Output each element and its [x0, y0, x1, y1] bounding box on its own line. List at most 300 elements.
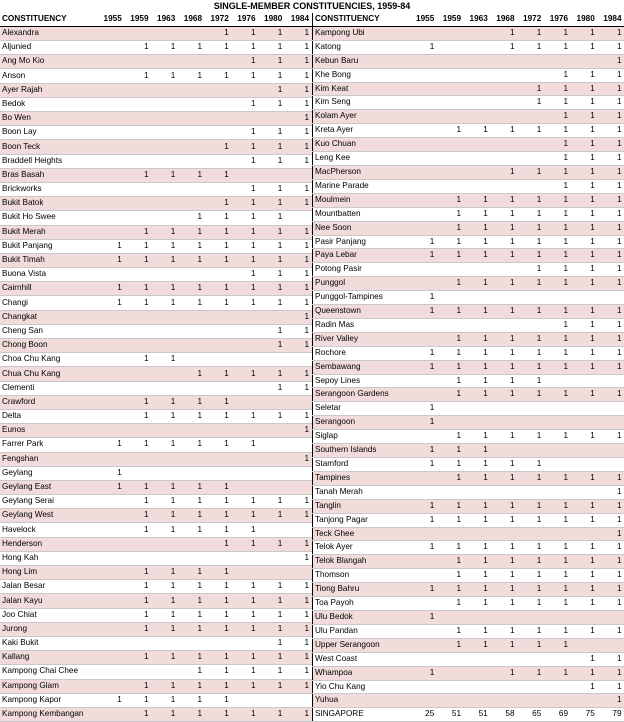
year-value-cell	[437, 527, 464, 541]
constituency-name: Boon Teck	[0, 140, 98, 154]
year-value-cell: 1	[285, 339, 312, 353]
year-value-cell: 1	[152, 594, 179, 608]
year-value-cell: 1	[491, 277, 518, 291]
year-value-cell: 1	[518, 430, 545, 444]
year-value-cell: 1	[178, 239, 205, 253]
constituency-name: Telok Ayer	[313, 541, 411, 555]
year-value-cell	[98, 268, 125, 282]
year-value-cell: 1	[178, 211, 205, 225]
year-value-cell	[98, 41, 125, 55]
year-value-cell: 1	[125, 566, 152, 580]
year-value-cell: 1	[178, 409, 205, 423]
year-value-cell: 1	[491, 471, 518, 485]
table-row	[313, 360, 624, 374]
year-value-cell: 1	[152, 679, 179, 693]
year-value-cell: 1	[571, 680, 598, 694]
constituency-name: Khe Bong	[313, 68, 411, 82]
constituency-name: Potong Pasir	[313, 263, 411, 277]
year-value-cell: 1	[125, 253, 152, 267]
constituency-name: Fengshan	[0, 452, 98, 466]
year-value-cell: 1	[259, 197, 286, 211]
year-value-cell	[437, 179, 464, 193]
year-value-cell: 1	[205, 523, 232, 537]
year-value-cell: 1	[232, 97, 259, 111]
year-value-cell: 1	[259, 41, 286, 55]
year-header: 1976	[544, 13, 571, 26]
year-value-cell	[571, 458, 598, 472]
year-value-cell: 1	[571, 569, 598, 583]
year-value-cell: 1	[411, 541, 438, 555]
year-value-cell	[98, 69, 125, 83]
year-value-cell: 1	[232, 509, 259, 523]
year-value-cell	[125, 367, 152, 381]
year-value-cell: 1	[205, 197, 232, 211]
year-value-cell	[285, 395, 312, 409]
year-header: 1963	[464, 13, 491, 26]
constituency-name: Jalan Kayu	[0, 594, 98, 608]
year-value-cell: 1	[232, 225, 259, 239]
year-value-cell	[98, 154, 125, 168]
year-value-cell: 1	[152, 693, 179, 707]
year-value-cell: 1	[152, 296, 179, 310]
year-value-cell: 1	[259, 253, 286, 267]
table-row	[0, 466, 312, 480]
year-header: 1976	[232, 13, 259, 26]
year-value-cell: 1	[518, 249, 545, 263]
year-value-cell: 1	[125, 438, 152, 452]
year-value-cell	[98, 310, 125, 324]
year-value-cell: 1	[259, 622, 286, 636]
year-value-cell: 1	[285, 324, 312, 338]
year-value-cell: 1	[598, 360, 624, 374]
table-row	[0, 679, 312, 693]
constituency-name: Geylang West	[0, 509, 98, 523]
year-value-cell: 1	[98, 466, 125, 480]
year-value-cell: 1	[125, 580, 152, 594]
year-value-cell: 1	[518, 207, 545, 221]
year-value-cell	[152, 83, 179, 97]
constituency-header: CONSTITUENCY	[0, 13, 98, 26]
year-value-cell: 1	[125, 296, 152, 310]
constituency-name: Ulu Pandan	[313, 624, 411, 638]
table-row	[0, 509, 312, 523]
year-value-cell: 1	[571, 305, 598, 319]
year-value-cell: 1	[518, 638, 545, 652]
year-value-cell: 1	[544, 597, 571, 611]
year-value-cell: 1	[571, 471, 598, 485]
year-value-cell	[152, 310, 179, 324]
year-value-cell	[259, 452, 286, 466]
year-value-cell: 1	[285, 182, 312, 196]
year-value-cell	[98, 211, 125, 225]
year-value-cell: 1	[259, 140, 286, 154]
year-value-cell	[205, 97, 232, 111]
constituency-name: Joo Chiat	[0, 608, 98, 622]
year-value-cell	[152, 182, 179, 196]
year-value-cell	[571, 694, 598, 708]
year-value-cell: 1	[491, 638, 518, 652]
year-value-cell: 1	[491, 346, 518, 360]
year-value-cell: 1	[152, 282, 179, 296]
year-value-cell: 1	[518, 96, 545, 110]
year-value-cell: 1	[491, 541, 518, 555]
year-value-cell: 1	[437, 583, 464, 597]
year-value-cell: 1	[598, 583, 624, 597]
year-value-cell: 1	[571, 152, 598, 166]
year-value-cell	[411, 527, 438, 541]
year-value-cell: 1	[178, 296, 205, 310]
year-value-cell	[178, 26, 205, 40]
year-value-cell: 1	[152, 566, 179, 580]
year-value-cell: 1	[491, 360, 518, 374]
year-value-cell	[491, 694, 518, 708]
year-value-cell: 1	[125, 608, 152, 622]
header-row	[313, 13, 624, 26]
year-value-cell: 1	[544, 263, 571, 277]
table-row	[0, 381, 312, 395]
year-value-cell: 1	[437, 124, 464, 138]
year-value-cell: 1	[598, 680, 624, 694]
year-value-cell: 1	[571, 346, 598, 360]
year-value-cell	[491, 485, 518, 499]
year-value-cell: 1	[152, 395, 179, 409]
year-value-cell	[437, 40, 464, 54]
constituency-name: Clementi	[0, 381, 98, 395]
table-row	[0, 438, 312, 452]
constituency-name: Upper Serangoon	[313, 638, 411, 652]
year-value-cell: 1	[464, 305, 491, 319]
year-value-cell: 1	[98, 438, 125, 452]
constituency-name: Paya Lebar	[313, 249, 411, 263]
year-value-cell: 1	[598, 652, 624, 666]
year-value-cell: 1	[98, 480, 125, 494]
year-value-cell	[152, 97, 179, 111]
year-value-cell: 1	[205, 140, 232, 154]
year-value-cell: 1	[464, 221, 491, 235]
year-header: 1955	[411, 13, 438, 26]
total-value: 58	[491, 708, 518, 722]
year-value-cell	[98, 566, 125, 580]
year-value-cell: 1	[205, 168, 232, 182]
year-value-cell: 1	[178, 566, 205, 580]
year-value-cell: 1	[464, 360, 491, 374]
year-value-cell: 1	[518, 374, 545, 388]
year-value-cell	[411, 555, 438, 569]
table-row	[0, 339, 312, 353]
table-row	[313, 249, 624, 263]
constituency-name: Siglap	[313, 430, 411, 444]
year-value-cell: 1	[259, 381, 286, 395]
year-value-cell: 1	[491, 124, 518, 138]
year-value-cell: 1	[285, 55, 312, 69]
year-value-cell: 1	[518, 624, 545, 638]
year-value-cell: 1	[152, 495, 179, 509]
year-value-cell	[437, 694, 464, 708]
year-header: 1980	[259, 13, 286, 26]
year-value-cell	[544, 610, 571, 624]
year-value-cell: 1	[259, 707, 286, 721]
year-value-cell	[518, 652, 545, 666]
year-value-cell	[411, 165, 438, 179]
year-value-cell: 1	[285, 282, 312, 296]
year-value-cell	[411, 388, 438, 402]
year-value-cell	[125, 211, 152, 225]
year-value-cell: 1	[464, 583, 491, 597]
table-row	[313, 513, 624, 527]
year-value-cell	[125, 126, 152, 140]
year-value-cell: 1	[285, 26, 312, 40]
year-value-cell	[285, 566, 312, 580]
year-value-cell: 1	[259, 282, 286, 296]
year-value-cell: 1	[544, 82, 571, 96]
year-value-cell: 1	[598, 263, 624, 277]
year-value-cell	[411, 277, 438, 291]
year-value-cell: 1	[411, 583, 438, 597]
table-row	[313, 638, 624, 652]
table-row	[0, 551, 312, 565]
year-value-cell: 1	[285, 707, 312, 721]
year-value-cell: 1	[125, 239, 152, 253]
year-value-cell	[205, 636, 232, 650]
year-value-cell: 1	[178, 480, 205, 494]
year-value-cell: 1	[285, 495, 312, 509]
year-value-cell	[491, 110, 518, 124]
year-value-cell: 1	[285, 310, 312, 324]
table-row	[313, 54, 624, 68]
year-value-cell	[491, 610, 518, 624]
year-value-cell	[205, 83, 232, 97]
year-value-cell: 1	[518, 26, 545, 40]
year-value-cell: 1	[571, 318, 598, 332]
year-value-cell	[411, 332, 438, 346]
table-row	[313, 541, 624, 555]
year-value-cell	[285, 480, 312, 494]
year-value-cell: 1	[518, 388, 545, 402]
year-value-cell: 1	[232, 239, 259, 253]
year-value-cell: 1	[464, 430, 491, 444]
year-value-cell: 1	[411, 235, 438, 249]
year-value-cell	[232, 395, 259, 409]
year-value-cell: 1	[178, 41, 205, 55]
table-row	[313, 346, 624, 360]
year-value-cell	[259, 480, 286, 494]
constituency-name: Anson	[0, 69, 98, 83]
table-row	[0, 651, 312, 665]
year-value-cell	[571, 527, 598, 541]
year-value-cell: 1	[518, 305, 545, 319]
year-value-cell: 1	[285, 296, 312, 310]
year-value-cell	[232, 112, 259, 126]
year-value-cell	[125, 339, 152, 353]
year-value-cell: 1	[571, 541, 598, 555]
constituency-name: Bras Basah	[0, 168, 98, 182]
year-value-cell: 1	[285, 594, 312, 608]
year-value-cell	[232, 381, 259, 395]
year-value-cell: 1	[571, 193, 598, 207]
table-row	[313, 277, 624, 291]
year-value-cell: 1	[232, 594, 259, 608]
year-value-cell: 1	[518, 235, 545, 249]
year-value-cell: 1	[205, 665, 232, 679]
year-value-cell: 1	[178, 168, 205, 182]
year-value-cell: 1	[259, 608, 286, 622]
table-row	[313, 291, 624, 305]
year-value-cell	[98, 395, 125, 409]
year-value-cell	[411, 652, 438, 666]
year-value-cell: 1	[259, 211, 286, 225]
year-value-cell: 1	[437, 235, 464, 249]
year-value-cell	[205, 466, 232, 480]
year-value-cell	[411, 193, 438, 207]
year-value-cell: 1	[437, 458, 464, 472]
year-value-cell	[518, 485, 545, 499]
constituency-name: Kampong Chai Chee	[0, 665, 98, 679]
year-value-cell: 1	[571, 221, 598, 235]
constituency-name: Mountbatten	[313, 207, 411, 221]
constituency-name: Marine Parade	[313, 179, 411, 193]
year-value-cell	[125, 83, 152, 97]
year-value-cell: 1	[98, 693, 125, 707]
year-value-cell: 1	[518, 332, 545, 346]
year-value-cell	[285, 353, 312, 367]
year-value-cell	[232, 693, 259, 707]
total-value: 25	[411, 708, 438, 722]
year-value-cell: 1	[571, 666, 598, 680]
year-value-cell: 1	[232, 438, 259, 452]
year-value-cell: 1	[464, 541, 491, 555]
constituency-name: Tampines	[313, 471, 411, 485]
constituency-name: Jalan Besar	[0, 580, 98, 594]
year-value-cell: 1	[437, 277, 464, 291]
year-value-cell	[464, 68, 491, 82]
year-value-cell: 1	[598, 597, 624, 611]
constituency-name: Stamford	[313, 458, 411, 472]
year-value-cell: 1	[598, 485, 624, 499]
year-value-cell: 1	[125, 395, 152, 409]
year-value-cell: 1	[285, 41, 312, 55]
year-value-cell	[411, 485, 438, 499]
year-value-cell	[437, 110, 464, 124]
year-value-cell: 1	[571, 263, 598, 277]
year-value-cell: 1	[571, 82, 598, 96]
year-value-cell: 1	[598, 569, 624, 583]
year-value-cell	[464, 527, 491, 541]
year-value-cell: 1	[571, 513, 598, 527]
year-value-cell: 1	[285, 608, 312, 622]
year-value-cell: 1	[571, 235, 598, 249]
year-value-cell: 1	[232, 651, 259, 665]
year-value-cell	[411, 179, 438, 193]
year-value-cell: 1	[232, 580, 259, 594]
year-value-cell	[491, 402, 518, 416]
year-value-cell: 1	[178, 509, 205, 523]
year-value-cell	[464, 666, 491, 680]
year-value-cell	[544, 291, 571, 305]
constituency-name: Serangoon Gardens	[313, 388, 411, 402]
year-value-cell	[152, 466, 179, 480]
year-value-cell	[437, 402, 464, 416]
year-value-cell	[152, 154, 179, 168]
year-value-cell	[464, 40, 491, 54]
constituency-name: Hong Kah	[0, 551, 98, 565]
year-value-cell: 1	[152, 523, 179, 537]
year-value-cell: 1	[232, 55, 259, 69]
year-value-cell	[232, 424, 259, 438]
year-value-cell	[518, 179, 545, 193]
year-value-cell: 1	[152, 480, 179, 494]
year-header: 1984	[285, 13, 312, 26]
year-value-cell	[98, 409, 125, 423]
constituency-name: Teck Ghee	[313, 527, 411, 541]
constituency-name: Kampong Ubi	[313, 26, 411, 40]
year-value-cell	[598, 458, 624, 472]
year-value-cell: 1	[571, 207, 598, 221]
year-value-cell: 1	[464, 624, 491, 638]
year-value-cell	[411, 221, 438, 235]
year-value-cell	[152, 55, 179, 69]
table-row	[0, 566, 312, 580]
year-value-cell	[125, 182, 152, 196]
year-value-cell: 1	[598, 26, 624, 40]
year-value-cell: 1	[571, 388, 598, 402]
year-value-cell	[411, 54, 438, 68]
year-value-cell: 1	[232, 282, 259, 296]
year-value-cell	[205, 324, 232, 338]
constituency-name: Cheng San	[0, 324, 98, 338]
constituency-name: Henderson	[0, 537, 98, 551]
year-value-cell	[178, 112, 205, 126]
year-value-cell: 1	[518, 277, 545, 291]
table-row	[0, 537, 312, 551]
constituency-name: Alexandra	[0, 26, 98, 40]
year-value-cell: 1	[285, 126, 312, 140]
year-value-cell: 1	[598, 555, 624, 569]
year-value-cell	[98, 580, 125, 594]
year-value-cell: 1	[544, 221, 571, 235]
year-value-cell: 1	[152, 580, 179, 594]
year-value-cell	[437, 152, 464, 166]
year-value-cell	[125, 636, 152, 650]
year-value-cell: 1	[544, 165, 571, 179]
constituency-name: Farrer Park	[0, 438, 98, 452]
table-row	[313, 444, 624, 458]
table-row	[0, 480, 312, 494]
constituency-name: Queenstown	[313, 305, 411, 319]
year-value-cell: 1	[571, 555, 598, 569]
year-value-cell	[205, 339, 232, 353]
year-value-cell	[125, 55, 152, 69]
year-value-cell: 1	[152, 253, 179, 267]
year-value-cell: 1	[491, 165, 518, 179]
year-value-cell	[125, 197, 152, 211]
year-value-cell: 1	[518, 555, 545, 569]
year-value-cell	[437, 416, 464, 430]
year-value-cell: 1	[152, 438, 179, 452]
year-value-cell: 1	[285, 268, 312, 282]
year-value-cell: 1	[232, 126, 259, 140]
year-value-cell: 1	[464, 555, 491, 569]
tables-container	[0, 13, 624, 722]
constituency-name: Jurong	[0, 622, 98, 636]
year-value-cell: 1	[259, 367, 286, 381]
totals-row	[313, 708, 624, 722]
year-value-cell: 1	[259, 679, 286, 693]
year-value-cell	[544, 485, 571, 499]
constituency-name: Geylang Serai	[0, 495, 98, 509]
year-value-cell: 1	[544, 624, 571, 638]
year-value-cell: 1	[98, 239, 125, 253]
year-value-cell: 1	[518, 40, 545, 54]
